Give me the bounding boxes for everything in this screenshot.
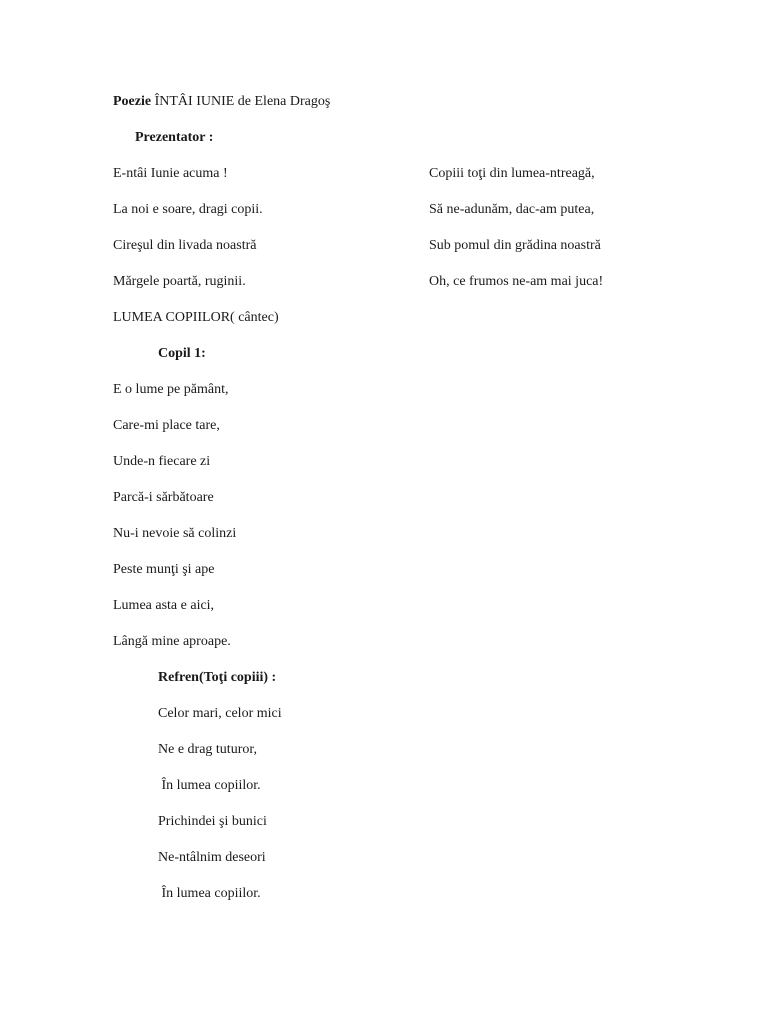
stanza1-right-line: Oh, ce frumos ne-am mai juca! bbox=[429, 274, 604, 289]
stanza1-left-line: Mărgele poartă, ruginii. bbox=[113, 274, 246, 289]
child1-heading: Copil 1: bbox=[158, 346, 206, 361]
refrain-line: Ne-ntâlnim deseori bbox=[158, 850, 266, 865]
stanza1-right-line: Sub pomul din grădina noastră bbox=[429, 238, 601, 253]
poem-title bbox=[113, 93, 330, 111]
refrain-line: În lumea copiilor. bbox=[158, 886, 261, 901]
song-title: LUMEA COPIILOR( cântec) bbox=[113, 310, 279, 325]
refrain-line: În lumea copiilor. bbox=[158, 778, 261, 793]
stanza1-left-line: E-ntâi Iunie acuma ! bbox=[113, 166, 228, 181]
poem-title-text: ÎNTÂI IUNIE de Elena Dragoş bbox=[151, 94, 331, 109]
stanza1-left-line: La noi e soare, dragi copii. bbox=[113, 202, 263, 217]
child1-line: Lângă mine aproape. bbox=[113, 634, 231, 649]
presenter-heading: Prezentator : bbox=[135, 130, 214, 145]
child1-line: E o lume pe pământ, bbox=[113, 382, 229, 397]
refrain-line: Ne e drag tuturor, bbox=[158, 742, 257, 757]
child1-line: Parcă-i sărbătoare bbox=[113, 490, 214, 505]
refrain-heading: Refren(Toţi copiii) : bbox=[158, 670, 277, 685]
refrain-line: Celor mari, celor mici bbox=[158, 706, 282, 721]
poem-title-label: Poezie bbox=[113, 94, 152, 109]
stanza1-right-line: Copiii toţi din lumea-ntreagă, bbox=[429, 166, 595, 181]
child1-line: Nu-i nevoie să colinzi bbox=[113, 526, 237, 541]
child1-line: Peste munţi şi ape bbox=[113, 562, 215, 577]
stanza1-right-line: Să ne-adunăm, dac-am putea, bbox=[429, 202, 595, 217]
refrain-line: Prichindei şi bunici bbox=[158, 814, 267, 829]
child1-line: Unde-n fiecare zi bbox=[113, 454, 211, 469]
child1-line: Lumea asta e aici, bbox=[113, 598, 215, 613]
child1-line: Care-mi place tare, bbox=[113, 418, 220, 433]
stanza1-left-line: Cireşul din livada noastră bbox=[113, 238, 257, 253]
